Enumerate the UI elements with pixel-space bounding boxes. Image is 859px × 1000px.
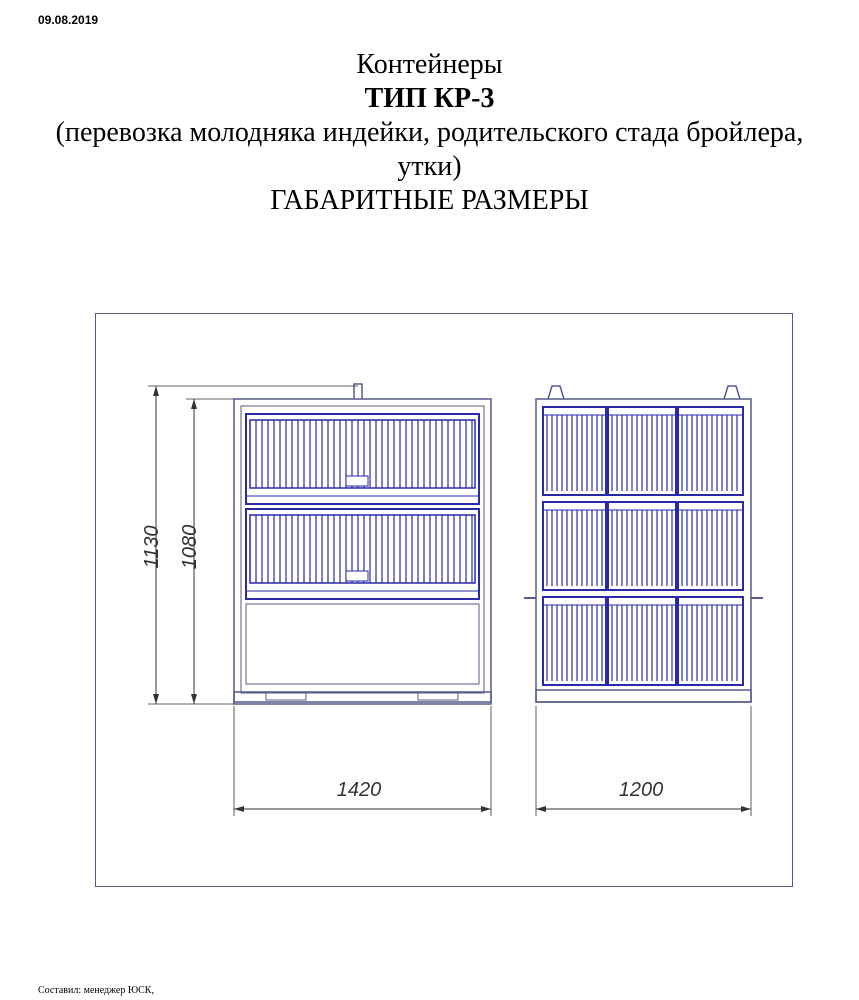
side-tier-2: [246, 509, 479, 599]
title-line-type: ТИП КР-3: [364, 83, 495, 114]
side-bottom-compartment: [246, 604, 479, 684]
dimension-lines: [148, 386, 751, 816]
dim-arrow: [481, 806, 491, 812]
front-frame-outer: [536, 399, 751, 702]
drawing-frame: [95, 313, 793, 887]
side-frame-outer: [234, 399, 491, 702]
side-tier-1: [246, 414, 479, 504]
dim-arrow: [153, 386, 159, 396]
front-lift-eye: [724, 386, 740, 399]
dimension-label-1420: 1420: [336, 779, 382, 801]
front-base: [536, 690, 751, 702]
side-door: [346, 476, 368, 486]
title-line-purpose: (перевозка молодняка индейки, родительского стада бройлера,: [55, 117, 804, 148]
dimension-label-1200: 1200: [618, 779, 664, 801]
dim-arrow: [153, 694, 159, 704]
dimension-label-1130: 1130: [141, 525, 163, 569]
title-line-purpose-cont: утки): [397, 151, 462, 182]
footer-compiled-by: Составил: менеджер ЮСК,: [38, 985, 154, 996]
dim-arrow: [741, 806, 751, 812]
front-cage-cell: [678, 597, 743, 685]
dim-arrow: [234, 806, 244, 812]
side-door: [346, 571, 368, 581]
front-view: [524, 386, 763, 702]
front-lift-eye: [548, 386, 564, 399]
document-date: 09.08.2019: [38, 13, 99, 27]
dimension-label-1080: 1080: [179, 524, 201, 570]
front-cage-cell: [678, 502, 743, 590]
dim-arrow: [536, 806, 546, 812]
front-cage-cell: [678, 407, 743, 495]
side-view: [234, 384, 491, 704]
dim-arrow: [191, 694, 197, 704]
title-line-dimensions: ГАБАРИТНЫЕ РАЗМЕРЫ: [270, 185, 589, 216]
title-block: [0, 48, 859, 218]
technical-drawing: [96, 314, 794, 888]
dim-arrow: [191, 399, 197, 409]
title-line-containers: Контейнеры: [356, 49, 503, 80]
